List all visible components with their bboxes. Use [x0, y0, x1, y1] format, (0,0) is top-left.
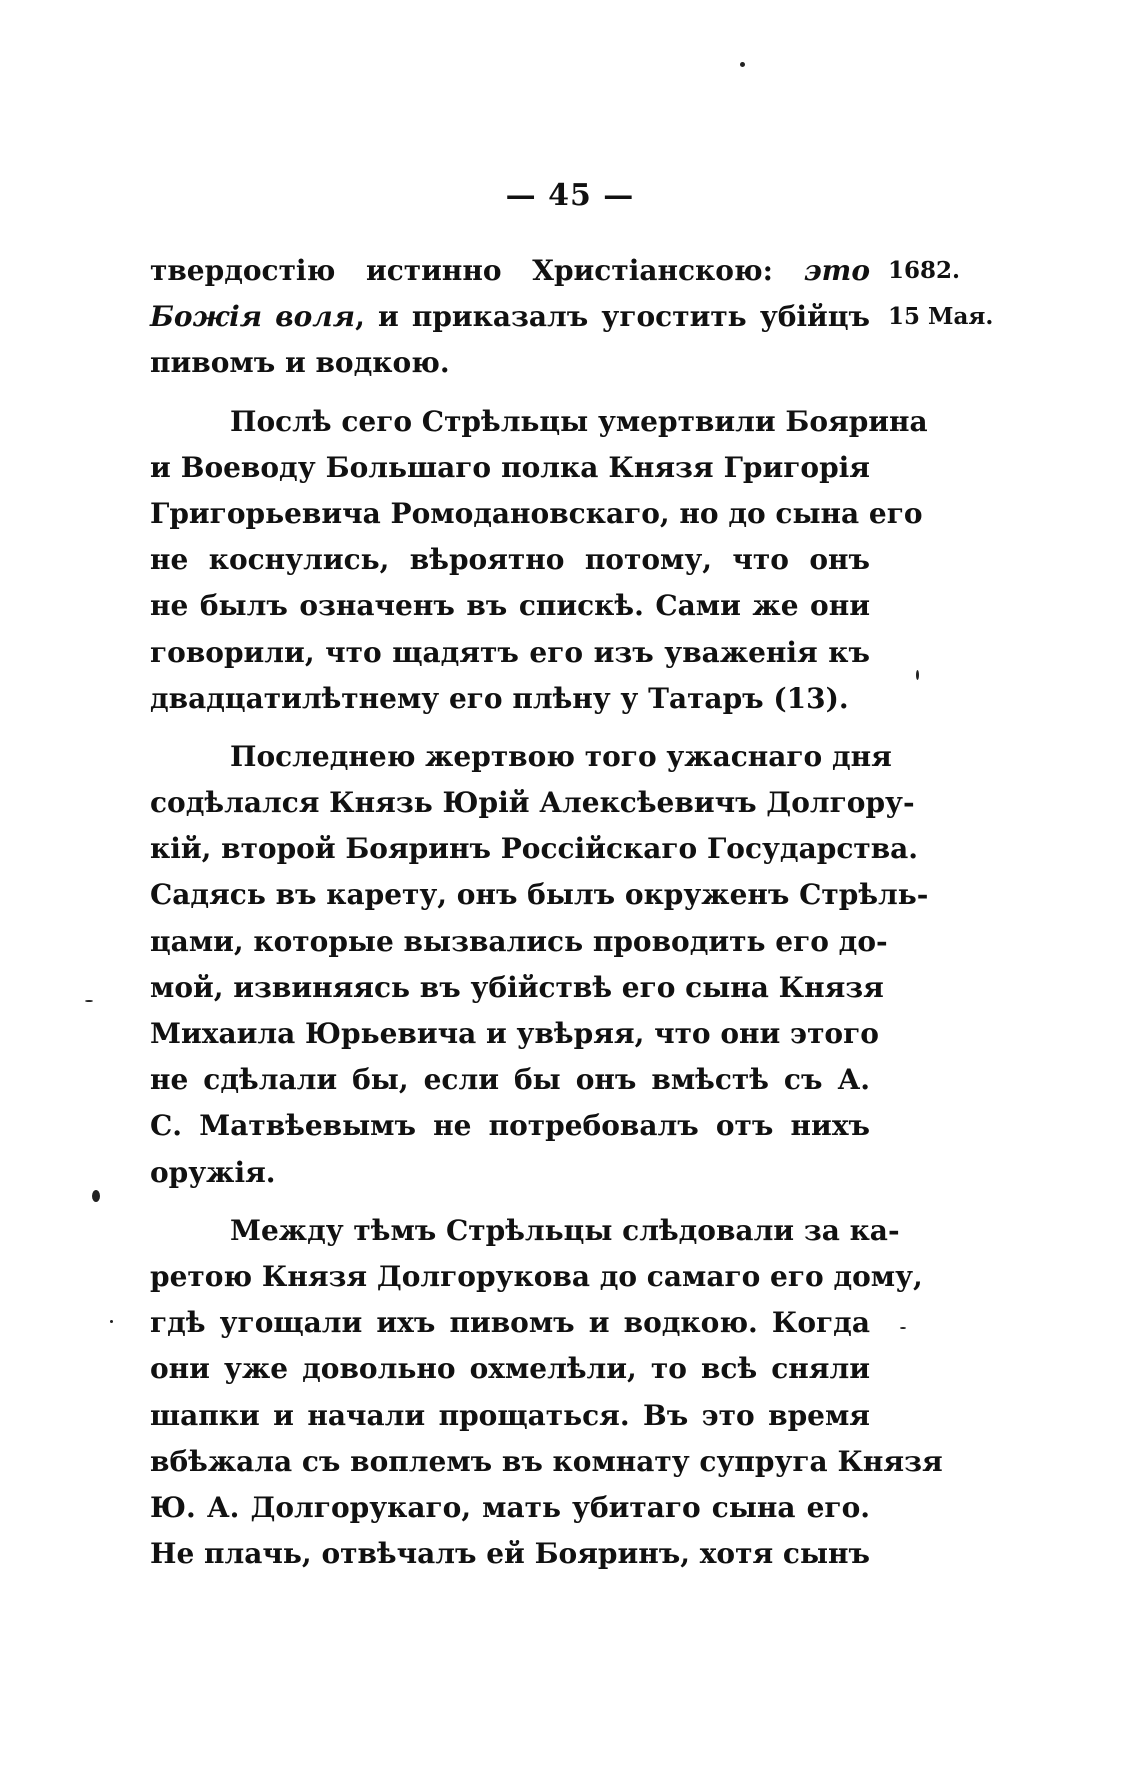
text-line: Михаила Юрьевича и увѣряя, что они этого — [150, 1017, 879, 1050]
margin-note-date: 15 Мая. — [888, 303, 994, 330]
text-line: Ю. А. Долгорукаго, мать убитаго сына его. — [150, 1490, 870, 1524]
scan-speck — [900, 1327, 906, 1329]
text-line: пивомъ и водкою. — [150, 346, 450, 380]
scan-speck — [92, 1190, 100, 1202]
text-line: не былъ означенъ въ спискѣ. Сами же они — [150, 589, 870, 623]
text-line: двадцатилѣтнему его плѣну у Татаръ (13). — [150, 681, 849, 715]
text-line: ретою Князя Долгорукова до самаго его дому, — [150, 1259, 923, 1293]
text-line: не сдѣлали бы, если бы онъ вмѣстѣ съ А. — [150, 1063, 870, 1097]
text-line: Садясь въ карету, онъ былъ окруженъ Стрѣль- — [150, 878, 929, 912]
text-line: Между тѣмъ Стрѣльцы слѣдовали за ка- — [230, 1213, 900, 1247]
margin-note-year: 1682. — [888, 257, 961, 284]
text-line: оружія. — [150, 1155, 276, 1189]
scan-speck — [110, 1320, 113, 1323]
text-line: гдѣ угощали ихъ пивомъ и водкою. Когда — [150, 1306, 870, 1340]
scan-speck — [85, 1000, 93, 1002]
text-line: твердостію истинно Христіанскою: это — [150, 254, 870, 287]
text-line: Послѣ сего Стрѣльцы умертвили Боярина — [230, 404, 928, 438]
text-line: Григорьевича Ромодановскаго, но до сына его — [150, 496, 923, 530]
scan-speck — [740, 62, 745, 67]
text-line: Не плачь, отвѣчалъ ей Бояринъ, хотя сынъ — [150, 1537, 870, 1571]
text-line: и Воеводу Большаго полка Князя Григорія — [150, 450, 870, 484]
text-line: не коснулись, вѣроятно потому, что онъ — [150, 543, 870, 577]
text-line: они уже довольно охмелѣли, то всѣ сняли — [150, 1352, 870, 1386]
text-line: мой, извиняясь въ убійствѣ его сына Князя — [150, 970, 884, 1004]
text-line: содѣлался Князь Юрій Алексѣевичъ Долгору- — [150, 786, 915, 820]
page-number: — 45 — — [505, 178, 635, 213]
text-line: цами, которые вызвались проводить его до- — [150, 924, 888, 958]
text-line: Последнею жертвою того ужаснаго дня — [230, 739, 892, 773]
scan-speck — [916, 670, 919, 680]
text-line: вбѣжала съ воплемъ въ комнату супруга Князя — [150, 1444, 943, 1478]
text-line: кій, второй Бояринъ Россійскаго Государства. — [150, 832, 919, 866]
text-line: Божія воля, и приказалъ угостить убійцъ — [150, 300, 870, 334]
text-line: С. Матвѣевымъ не потребовалъ отъ нихъ — [150, 1109, 870, 1143]
text-line: шапки и начали прощаться. Въ это время — [150, 1398, 870, 1432]
text-line: говорили, что щадятъ его изъ уваженія къ — [150, 635, 870, 669]
